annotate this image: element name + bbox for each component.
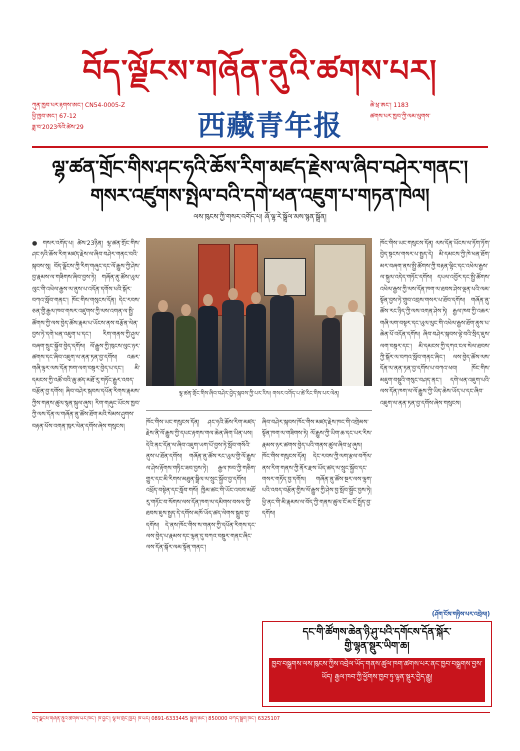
continued-note: (ཤོག་ངོས་གཉིས་པར་འབྲེལ།) [431,611,490,618]
article-column-1: ● གསར་འགོད་པ། ཚེས་23ཉིན། ལྷ་ཚན་གྲོང་གིས་ཤང་ཧའི་ཆོས་རིག་མཛད་རྗེས་ལ་ཞིབ་བཤེར་གནང་བའི་སྐབས་སུ། བོད་ལྗོངས་ཀྱི་རིག་གཞུང་དང་ལོ་རྒྱུས་ཀྱི་ཤེས་བྱ་རྣམས་ལ་གཟིགས་ཞིབ་བྱས་ཏེ། གཞོན་ནུ་ཚོས་ཡུལ་ལུང་གི་འཕེལ་རྒྱས་ལ་ནུས་པ་འདོན་དགོས་པའི་སྐོར་བཀའ་སློབ་གནང་། ཁོང་གིས་གསུངས་དོན། དེང་རབས་ཅན་གྱི་རྒྱལ་ཁབ་གསར་འཛུགས་ཀྱི་ལས་འགན་ལ་སྤྱི་ཚོགས་ཀྱི་ལས་བྱེད་ཚོས་རྣམ་པ་ཡོངས་ནས་བརྩོན་ལེན་བྱས་ཏེ་དགེ་ཕན་འཇུག་པ་དང་། རིག་གནས་ཀྱི་ཤུལ་བཞག་སྲུང་སྐྱོབ་བྱེད་དགོས། ལོ་རྒྱུས་ཀྱི་ཁུངས་ལུང་ཉར་ཚགས་དང་ཞིབ་འཇུག་ལ་ནན་ཏན་བྱ་དགོས། འཆར་གཞི་ལྟར་ལས་དོན་ཁག་ལག་བསྟར་བྱེད་པ་དང་། མི་དམངས་ཀྱི་འཚོ་བའི་ཆུ་ཚད་མཐོ་རུ་གཏོང་རྒྱུར་འབད་བརྩོན་བྱ་དགོས། ཞིབ་བཤེར་སྐབས་དཔོན་རིགས་རྣམས་ཀྱིས་གནས་ཚུལ་སྙན་སྐུལ་ཞུས། རིག་གཞུང་ཡོངས་ཁྱབ་ཀྱི་ལས་དོན་ལ་གཞོན་ནུ་ཚོས་ཐོག་མའི་སེམས་ཤུགས་བརྟན་པོས་འགན་ཁུར་ལེན་དགོས་ཞེས་གསུངས། [32,240,140,430]
news-photo [146,238,372,386]
person-head [277,284,287,296]
headline-line-2: གསར་འཛུགས་སྤེལ་བའི་དགེ་ཕན་འཇུག་པ་གཏན་ཁེལ། [90,185,430,207]
announcement-title-line: གྱི་ལྷན་སྡུར་ཡིག་ཆ། [344,641,410,652]
person-figure [246,304,266,386]
person-head [251,292,261,304]
photo-caption: ལྷ་ཚན་གྲོང་གིས་ཞིབ་བཤེར་བྱེད་སྐབས་ཀྱི་པར་རིས། གསར་འགོད་པ་ཚེ་རིང་གིས་པར་ལེན། [178,391,340,397]
person-figure [152,312,174,386]
main-headline [40,154,480,210]
masthead-meta-left [32,100,192,133]
person-figure [322,318,340,386]
person-figure [222,300,244,386]
masthead-meta-line: ཀུན་ཁྱབ་པར་རྟགས་ཨང་། CN54-0005-Z [32,102,126,109]
announcement-title-line: དང་གི་ཚོགས་ཆེན་ཉི་ཤུ་པའི་དགོངས་དོན་སྐོར་ [302,627,452,638]
announcement-title [263,626,491,654]
byline: ལས་ཁུངས་ཀྱི་གསར་འགོད་པ། ཞོ་ལྷ་རེ་སྒྲོལ་མས་སྙན་སྒྲོན། [193,213,327,221]
person-head [181,304,191,316]
footer-divider [32,712,490,713]
person-head [158,300,168,312]
masthead-meta-line: ཚགས་པར་ཁྱབ་ཀྱི་ལམ་ལུགས་ [370,113,431,120]
person-figure [342,312,364,386]
announcement-box [262,621,492,707]
exhibit-panel [314,244,366,316]
article-column-3: ཞིབ་བཤེར་སྐབས་ཁོང་གིས་མཛད་རྗེས་ཁང་གི་འགྲེམས་སྟོན་ཁག་ལ་གཟིགས་ཏེ། ལོ་རྒྱུས་ཀྱི་ཡིག་ཆ་དང་པར་རིས་རྣམས་ཉར་ཚགས་བྱེད་པའི་གནས་ཚུལ་ཞིབ་ཕྲ་ཞུས། ཁོང་གིས་གསུངས་དོན། དེང་རབས་ཀྱི་ལག་རྩལ་བཀོལ་ནས་རིག་གནས་ཀྱི་ནོར་རྫས་ཡོད་ཚད་ལ་སྲུང་སྐྱོབ་དང་གསར་གཏོད་བྱ་དགོས། གཞོན་ནུ་ཚོས་སྔར་ལས་ལྷག་པའི་འབད་བརྩོན་གྱིས་ལོ་རྒྱུས་ཀྱི་ཤེས་བྱ་སློབ་སྦྱོང་བྱས་ཏེ། ཕྱི་ནང་གི་མི་རྣམས་ལ་བོད་ཀྱི་གནས་ཚུལ་ངོ་མ་ངོ་སྤྲོད་བྱ་དགོས། [262,419,372,518]
masthead-chinese-title: 西藏青年报 [197,109,343,142]
announcement-red-banner: ཁྱབ་བསྒྲགས་ལས་ཁུངས་ཀྱིས་འབྲེལ་ཡོད་གནས་ཚུལ་ཁག་ཚགས་པར་ནང་ཁྱབ་བསྒྲགས་བྱས་ཡོད། རྒྱལ་ཁབ་ཀྱི་ཕྱོགས་ཁྱབ་ཏུ་ལྷན་སྡུར་བྱེད་རྒྱུ། [269,658,485,702]
masthead-tibetan-title: བོད་ལྗོངས་གཞོན་ནུའི་ཚགས་པར། [82,54,438,89]
person-head [203,294,213,306]
person-head [348,300,358,312]
article-column-4: ཁོང་གིས་ཡང་གསུངས་དོན། ལས་དོན་ཡོངས་ལ་ཏོག་ཏོག་བྱེད་སྟངས་གསར་པ་སྤྱད་དེ། མི་དམངས་ཀྱི་ཁེ་ཕན་ཐོག་མར་བཞག་ནས་སྤྱི་ཚོགས་ཀྱི་བརྟན་ལྷིང་དང་འཕེལ་རྒྱས་ལ་སྐུལ་འདེད་གཏོང་དགོས། དཔལ་འབྱོར་དང་སྤྱི་ཚོགས་འཕེལ་རྒྱས་ཀྱི་ལས་དོན་ཁག་ལ་ཐབས་ཤེས་ལྡན་པའི་ལམ་སྟོན་བྱས་ཏེ་གྲུབ་འབྲས་གསར་པ་ཐོབ་དགོས། གཞོན་ནུ་ཚོས་རང་ཉིད་ཀྱི་ལས་འགན་ཤེས་ཏེ། རྒྱལ་ཁབ་ཀྱི་འཆར་གཞི་ལག་བསྟར་དང་ཡུལ་ལུང་གི་འཕེལ་རྒྱས་ཐོག་ནུས་པ་ཆེན་པོ་འདོན་དགོས། ཞིབ་བཤེར་སྐབས་ལྟེ་བའི་སྲིད་ཇུས་ལག་བསྟར་དང་། མི་དམངས་ཀྱི་དཀའ་ངལ་སེལ་ཐབས་ཀྱི་སྐོར་ལ་བཀའ་སློབ་གནང་ཞིང་། ལས་བྱེད་ཚོས་ལས་དོན་ལ་ནན་ཏན་བྱ་དགོས་པ་བཀའ་ཕབ། ཁོང་གིས་མཇུག་བསྡུའི་གསུང་བཤད་ནང་། དགེ་ཕན་འཇུག་པའི་ལས་དོན་ཁག་ལ་ལོ་རྒྱུས་ཀྱི་ཡིད་ཆེས་ཡོད་པ་དང་ཞིབ་འཇུག་ལ་ནན་ཏན་བྱ་དགོས་ཞེས་གསུངས། [380,240,490,407]
person-figure [176,316,196,386]
article-column-2: ཁོང་གིས་ཡང་གསུངས་དོན། ཤང་ཧའི་ཆོས་རིག་མཛད་རྗེས་ནི་ལོ་རྒྱུས་ཀྱི་དཔང་རྟགས་གལ་ཆེན་ཞིག་ཡིན་པས། དེའི་ནང་དོན་ལ་ཞིབ་འཇུག་ཡག་པོ་བྱས་ཏེ་སློབ་གསོའི་ནུས་པ་ཐོན་དགོས། གཞོན་ནུ་ཚོས་རང་ཡུལ་གྱི་ལོ་རྒྱུས་ལ་ཤེས་རྟོགས་གཏིང་ཟབ་བྱས་ཏེ། རྒྱལ་ཁབ་ཀྱི་གཅིག་གྱུར་དང་མི་རིགས་མཐུན་སྒྲིལ་ལ་སྲུང་སྐྱོབ་བྱ་དགོས། འཕྲོད་བསྟེན་དང་སློབ་གསོ། ཁྱིམ་ཚང་གི་ཡོང་འབབ་མཐོ་རུ་གཏོང་བ་སོགས་ལས་དོན་ཁག་ལ་དམིགས་བསལ་གྱི་ཐབས་ཇུས་སྤྱད་དེ་དགོས་མཁོ་ཡོད་ཚད་ལེགས་སྒྲུབ་བྱ་དགོས། དེ་ནས་ཁོང་གིས་ས་གནས་ཀྱི་དཔོན་རིགས་དང་ལས་བྱེད་པ་རྣམས་དང་ལྷན་དུ་བཀའ་བསྡུར་གནང་ཞིང་ལས་དོན་སྐོར་ལམ་སྟོན་གནང་། [146,419,256,552]
masthead-meta-line: ཆེ་ཕྲ་ཨང་། 1183 [370,102,409,109]
person-head [326,306,336,318]
person-head [228,288,238,300]
photo-divider [146,410,372,411]
masthead-meta-right [370,100,490,122]
masthead-meta-line: ཟླ་བ་2023ལོའི་ཚེས་29 [32,124,84,131]
headline-line-1: ལྷ་ཚན་གྲོང་གིས་ཤང་ཧའི་ཆོས་རིག་མཛད་རྗེས་ལ་ཞིབ་བཤེར་གནང་། [52,157,468,179]
masthead-meta-line: ཕྱི་ཁྱབ་ཨང་། 67-12 [32,113,77,120]
masthead-divider [32,146,488,148]
person-figure [270,296,294,386]
person-figure [198,306,218,386]
footer-info: བོད་ལྗོངས་གཞོན་ནུའི་ཚགས་པར་ཁང་། ཁ་བྱང་། ལྷ་ས་གྲོང་ཁྱེར། ཁ་པར། 0891-6333445 སྦྲག་ཨང་། 850000 བཀོད་སྒྲིག་ཁང་། 6325107 [32,716,280,722]
